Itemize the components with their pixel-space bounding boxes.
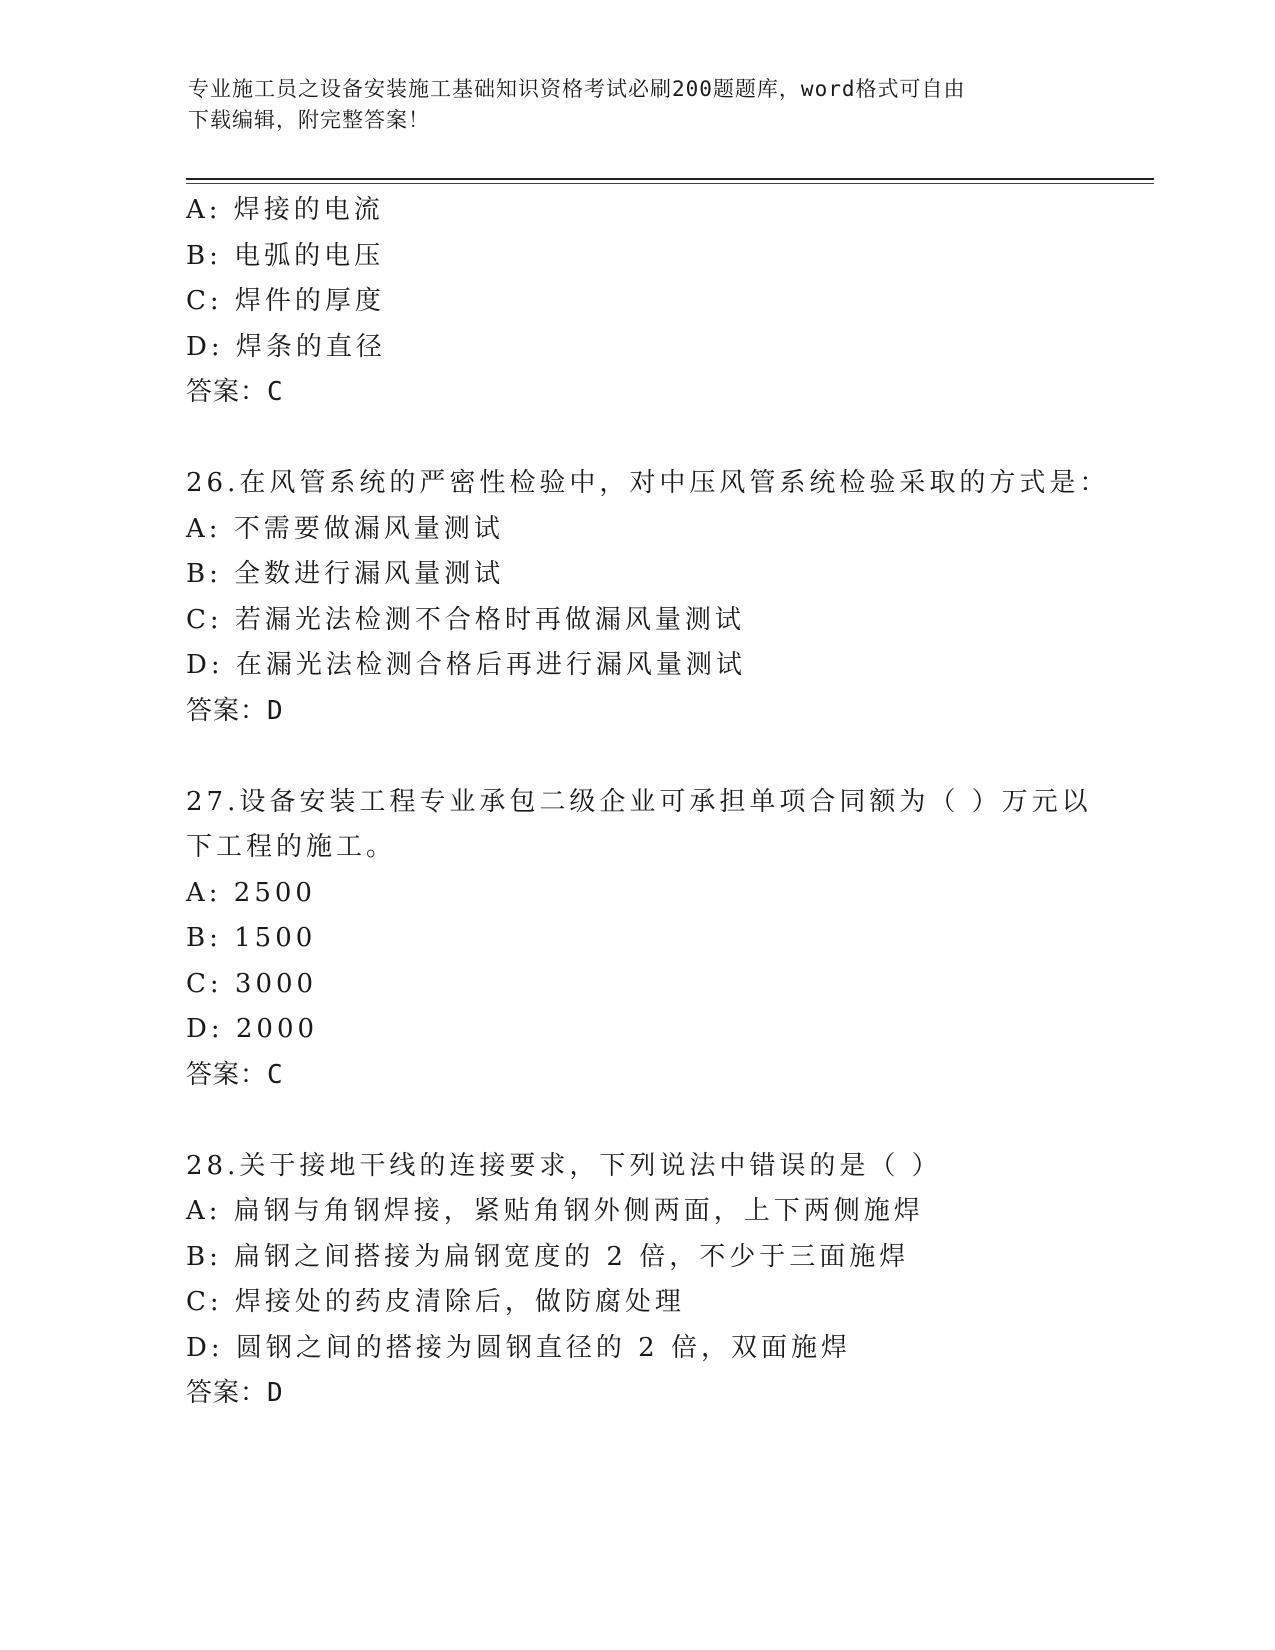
option-c: C: 3000 [186,968,318,999]
option-d: D: 在漏光法检测合格后再进行漏风量测试 [186,650,746,680]
question-26 [186,461,1110,734]
answer-label: 答案： [186,377,268,407]
question-28 [186,1144,1086,1417]
option-d: D: 圆钢之间的搭接为圆钢直径的 2 倍，双面施焊 [186,1332,851,1363]
answer-line [186,1053,1086,1099]
option-b: B: 扁钢之间搭接为扁钢宽度的 2 倍，不少于三面施焊 [186,1241,910,1272]
spacer [186,734,1086,780]
option-a: A: 2500 [186,877,316,908]
answer-label: 答案： [186,1059,268,1090]
answer-value: D [267,695,283,726]
option-b: B: 全数进行漏风量测试 [186,559,505,589]
option-a: A: 扁钢与角钢焊接，紧贴角钢外侧两面，上下两侧施焊 [186,1196,924,1226]
question-stem: 28.关于接地干线的连接要求，下列说法中错误的是（ ） [186,1150,942,1181]
option-b: B: 电弧的电压 [186,240,385,271]
option-c: C: 焊接处的药皮清除后，做防腐处理 [186,1287,685,1317]
question-stem: 27.设备安装工程专业承包二级企业可承担单项合同额为（ ）万元以 [186,786,1092,817]
option-b: B: 1500 [186,923,317,953]
answer-value: C [267,377,283,407]
question-27 [186,780,1092,1099]
header-line-1: 专业施工员之设备安装施工基础知识资格考试必刷200题题库，word格式可自由 [188,77,966,101]
answer-value: C [267,1059,283,1090]
spacer [186,1098,1086,1144]
answer-label: 答案： [186,695,268,726]
header-divider [186,178,1154,180]
option-c: C: 焊件的厚度 [186,286,385,316]
option-a: A: 焊接的电流 [186,195,384,225]
question-25-continuation [186,188,1086,416]
answer-line [186,689,1086,735]
option-c: C: 若漏光法检测不合格时再做漏风量测试 [186,604,745,635]
option-d: D: 焊条的直径 [186,331,386,362]
question-stem-continued: 下工程的施工。 [186,832,397,862]
answer-line [186,370,1086,416]
option-d: D: 2000 [186,1014,319,1044]
document-header [188,74,1068,136]
option-a: A: 不需要做漏风量测试 [186,513,504,544]
answer-label: 答案： [186,1378,268,1408]
question-stem: 26.在风管系统的严密性检验中，对中压风管系统检验采取的方式是： [186,468,1110,498]
header-line-2: 下载编辑，附完整答案！ [188,108,430,132]
answer-line [186,1371,1086,1417]
answer-value: D [267,1378,283,1408]
spacer [186,416,1086,462]
header-divider-thin [186,183,1154,184]
question-list [186,188,1110,1417]
